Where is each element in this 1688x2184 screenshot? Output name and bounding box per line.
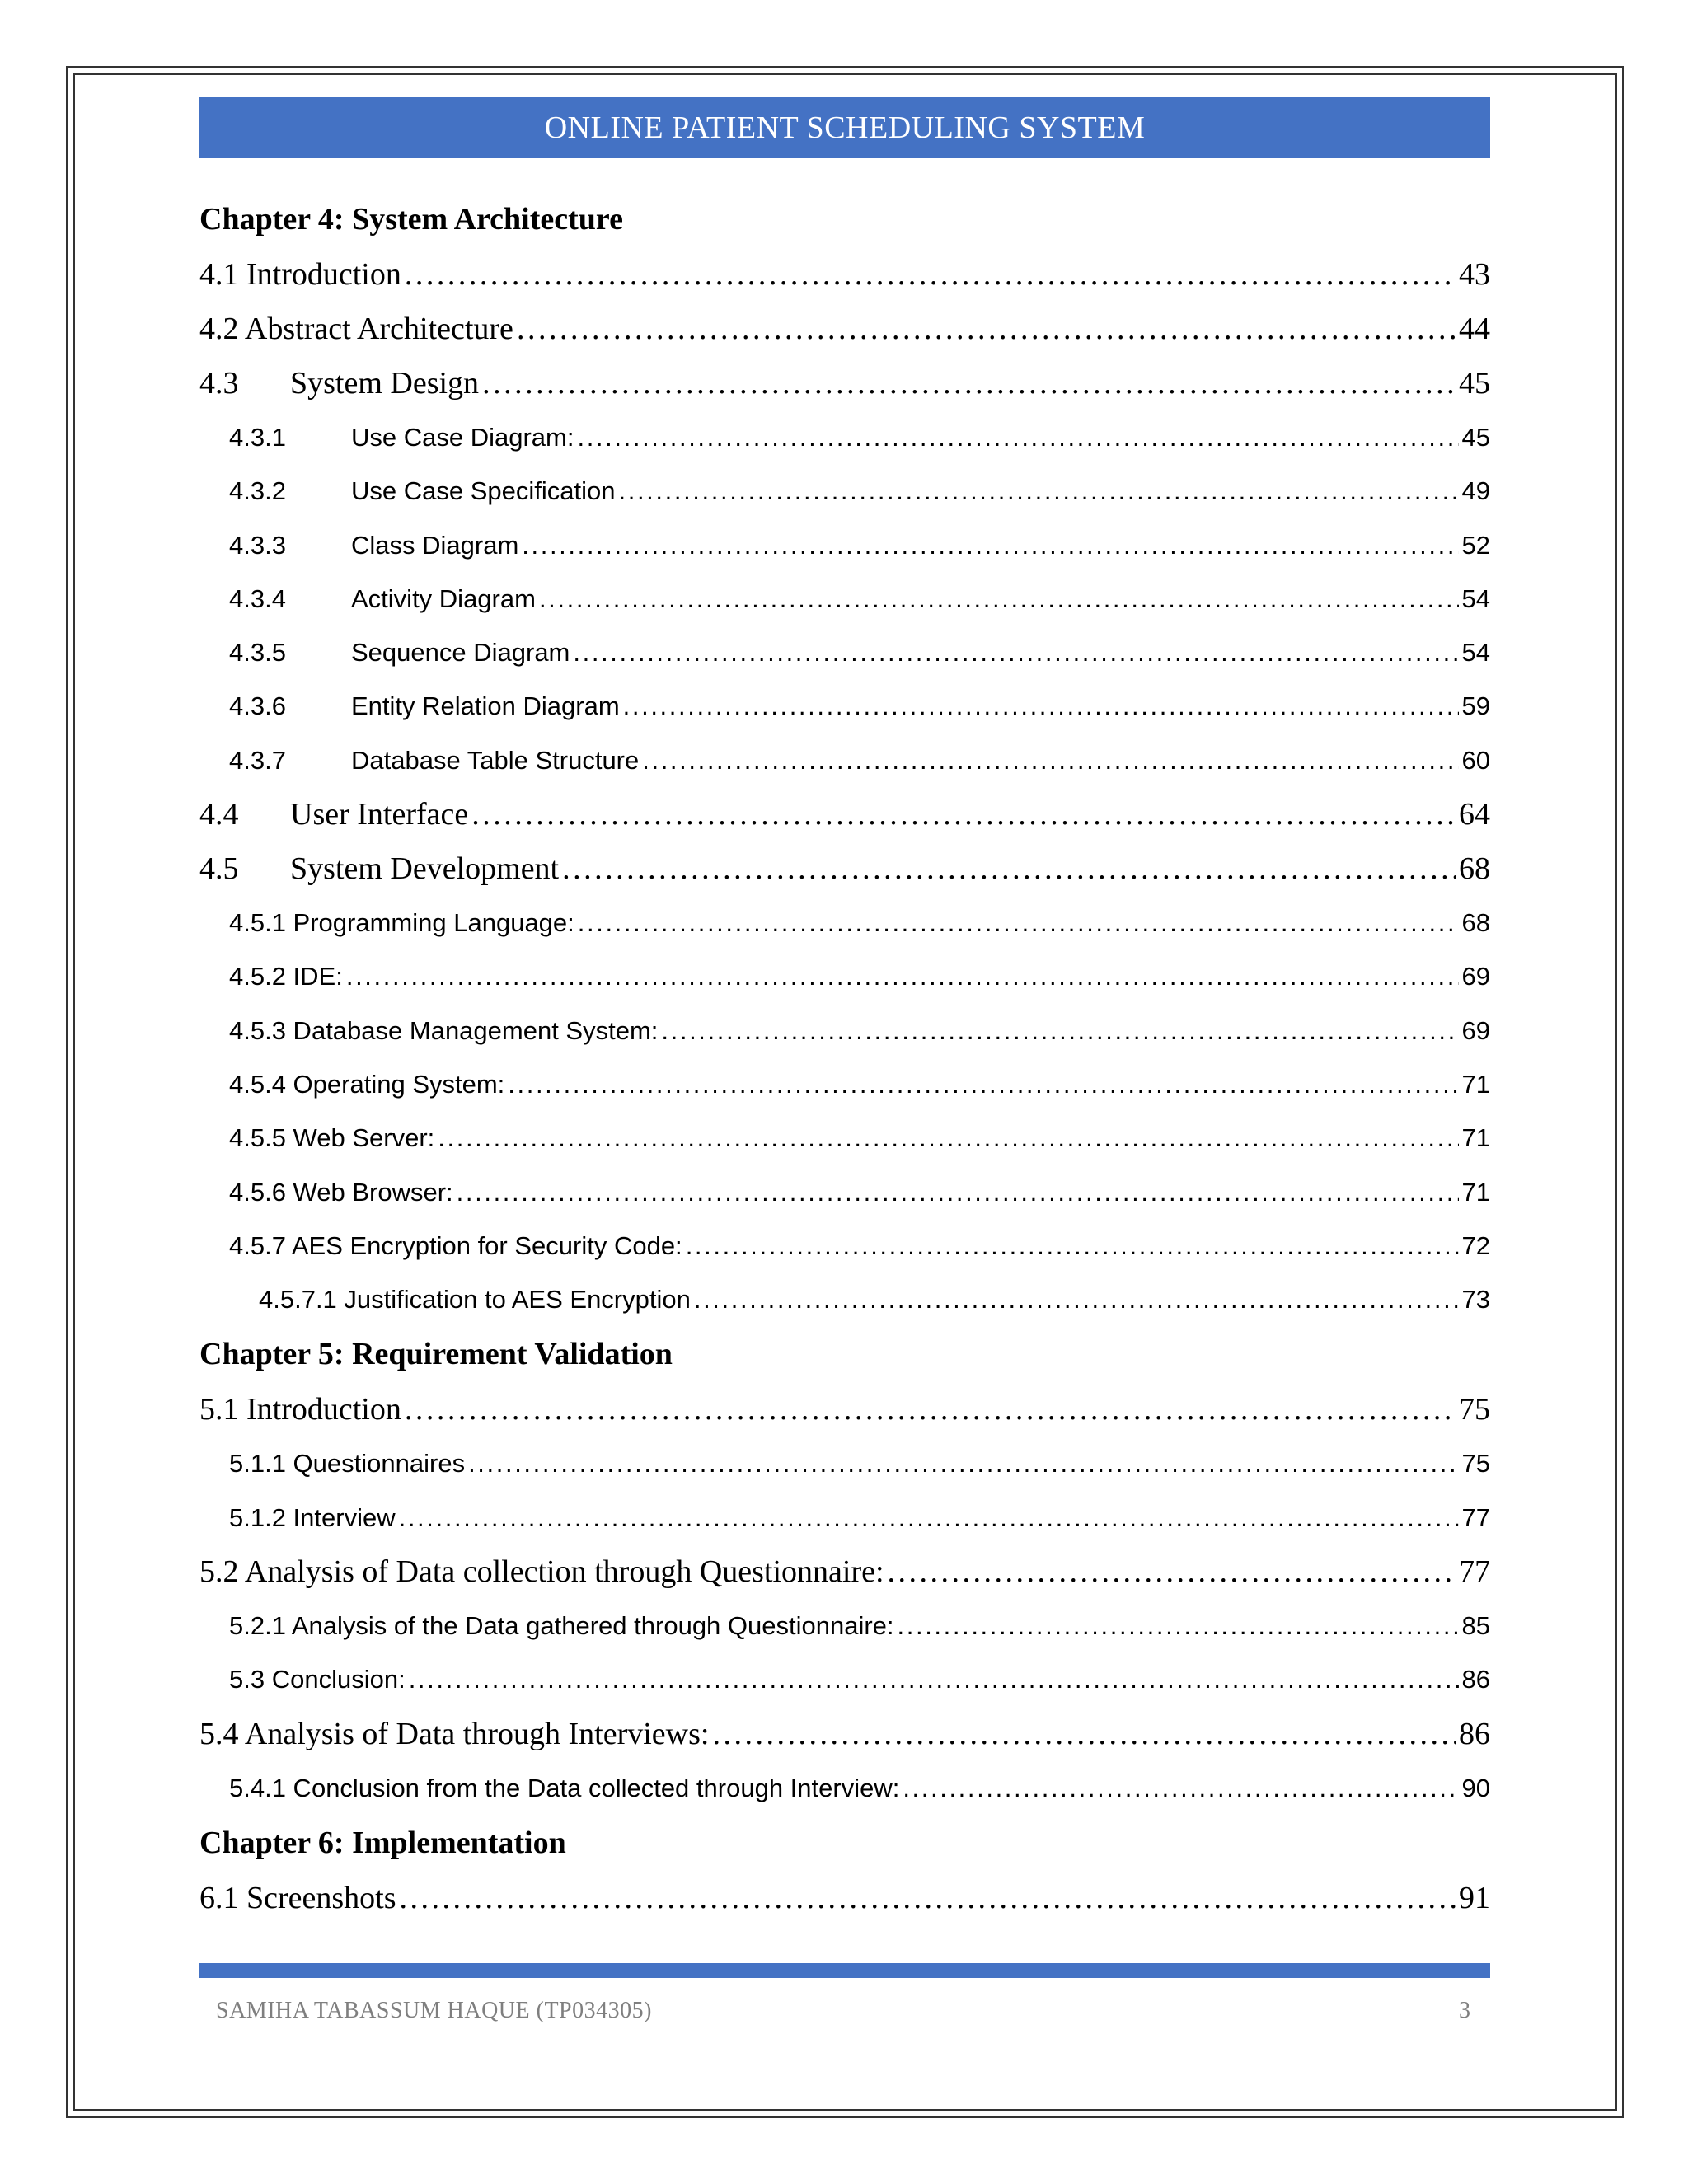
toc-dot-leader bbox=[539, 572, 1459, 626]
toc-dot-leader bbox=[661, 1004, 1458, 1057]
toc-entry[interactable] bbox=[199, 1761, 1490, 1815]
toc-entry[interactable] bbox=[199, 410, 1490, 464]
toc-entry-label bbox=[229, 518, 518, 572]
toc-entry-title: System Development bbox=[290, 851, 560, 887]
toc-entry-label bbox=[259, 1272, 691, 1326]
toc-dot-leader bbox=[457, 1165, 1459, 1219]
toc-entry-title: 4.5.6 Web Browser: bbox=[229, 1177, 453, 1207]
toc-entry[interactable] bbox=[199, 518, 1490, 572]
toc-entry-title: 4.5.2 IDE: bbox=[229, 962, 343, 991]
toc-dot-leader bbox=[642, 733, 1458, 787]
toc-page-number: 75 bbox=[1459, 1392, 1490, 1427]
toc-entry-title: 4.5.7 AES Encryption for Security Code: bbox=[229, 1230, 682, 1260]
toc-entry-title: Database Table Structure bbox=[351, 745, 640, 775]
toc-chapter-title: Chapter 4: System Architecture bbox=[199, 202, 623, 237]
toc-dot-leader bbox=[903, 1761, 1458, 1815]
toc-page-number: 60 bbox=[1461, 745, 1490, 775]
toc-entry[interactable] bbox=[199, 1599, 1490, 1652]
toc-section-number: 4.3.3 bbox=[229, 530, 286, 560]
toc-entry-label bbox=[229, 464, 616, 518]
toc-entry-label bbox=[229, 626, 570, 679]
toc-dot-leader bbox=[578, 896, 1459, 949]
toc-dot-leader bbox=[712, 1707, 1456, 1761]
toc-page-number: 45 bbox=[1461, 423, 1490, 452]
toc-section-number: 4.3.2 bbox=[229, 476, 286, 506]
toc-page-number: 86 bbox=[1459, 1716, 1490, 1751]
toc-entry-title: 4.1 Introduction bbox=[199, 257, 401, 292]
toc-entry-label bbox=[199, 1382, 401, 1436]
toc-page-number: 75 bbox=[1461, 1449, 1490, 1479]
toc-page-number: 43 bbox=[1459, 257, 1490, 292]
toc-entry-title: Entity Relation Diagram bbox=[351, 691, 620, 721]
toc-chapter-heading bbox=[199, 1326, 1490, 1382]
toc-page-number: 68 bbox=[1459, 851, 1490, 887]
toc-entry-title: 5.4 Analysis of Data through Interviews: bbox=[199, 1716, 710, 1751]
toc-entry-title: 6.1 Screenshots bbox=[199, 1880, 396, 1915]
toc-entry-label bbox=[229, 1761, 899, 1815]
toc-page-number: 85 bbox=[1461, 1611, 1490, 1641]
toc-entry-label bbox=[229, 679, 620, 733]
header-title: ONLINE PATIENT SCHEDULING SYSTEM bbox=[199, 97, 1490, 158]
toc-chapter-heading bbox=[199, 1815, 1490, 1871]
toc-section-number: 4.3.4 bbox=[229, 583, 286, 613]
toc-page-number: 52 bbox=[1461, 530, 1490, 560]
toc-entry-label bbox=[229, 1111, 434, 1165]
toc-page-number: 59 bbox=[1461, 691, 1490, 721]
toc-dot-leader bbox=[573, 626, 1458, 679]
toc-dot-leader bbox=[405, 1382, 1456, 1436]
toc-entry-label bbox=[199, 356, 479, 410]
toc-page-number: 71 bbox=[1461, 1177, 1490, 1207]
toc-section-number: 4.3.1 bbox=[229, 423, 286, 452]
toc-entry-label bbox=[199, 841, 559, 896]
toc-entry[interactable] bbox=[199, 1382, 1490, 1436]
toc-page-number: 71 bbox=[1461, 1069, 1490, 1099]
toc-entry-label bbox=[229, 949, 343, 1003]
toc-entry-title: 4.5.4 Operating System: bbox=[229, 1069, 505, 1099]
toc-dot-leader bbox=[686, 1219, 1459, 1272]
toc-chapter-title: Chapter 5: Requirement Validation bbox=[199, 1337, 673, 1372]
toc-section-number: 4.3.7 bbox=[229, 745, 286, 775]
toc-entry-title: Use Case Specification bbox=[351, 476, 616, 506]
toc-dot-leader bbox=[522, 518, 1458, 572]
toc-entry-label bbox=[229, 733, 639, 787]
toc-entry-label bbox=[229, 1436, 465, 1490]
toc-page-number: 69 bbox=[1461, 962, 1490, 991]
toc-entry-label bbox=[229, 1219, 682, 1272]
toc-dot-leader bbox=[577, 410, 1458, 464]
toc-page-number: 71 bbox=[1461, 1123, 1490, 1153]
toc-entry-title: 5.2 Analysis of Data collection through Questionnaire: bbox=[199, 1554, 884, 1590]
toc-entry[interactable] bbox=[199, 1057, 1490, 1111]
toc-entry-label bbox=[229, 410, 574, 464]
toc-entry[interactable] bbox=[199, 1219, 1490, 1272]
toc-entry[interactable] bbox=[199, 841, 1490, 896]
toc-entry[interactable] bbox=[199, 679, 1490, 733]
toc-entry[interactable] bbox=[199, 1165, 1490, 1219]
toc-entry-title: Sequence Diagram bbox=[351, 638, 570, 668]
toc-entry[interactable] bbox=[199, 302, 1490, 356]
toc-dot-leader bbox=[694, 1272, 1459, 1326]
toc-entry[interactable] bbox=[199, 787, 1490, 841]
toc-entry-title: 5.1.1 Questionnaires bbox=[229, 1449, 466, 1479]
toc-entry-label bbox=[229, 1004, 658, 1057]
toc-entry[interactable] bbox=[199, 356, 1490, 410]
toc-entry-title: 5.1.2 Interview bbox=[229, 1502, 396, 1532]
toc-entry-label bbox=[229, 572, 536, 626]
toc-entry-label bbox=[229, 896, 574, 949]
toc-entry-title: 5.4.1 Conclusion from the Data collected through Interview: bbox=[229, 1773, 900, 1802]
toc-entry-label bbox=[229, 1491, 396, 1544]
toc-dot-leader bbox=[898, 1599, 1459, 1652]
toc-entry-title: 4.2 Abstract Architecture bbox=[199, 312, 513, 346]
toc-page-number: 49 bbox=[1461, 476, 1490, 506]
toc-entry-title: 4.5.3 Database Management System: bbox=[229, 1015, 659, 1045]
footer-page-number: 3 bbox=[1459, 1998, 1470, 2023]
toc-dot-leader bbox=[399, 1491, 1459, 1544]
toc-entry-title: 4.5.7.1 Justification to AES Encryption bbox=[259, 1285, 691, 1315]
toc-entry-title: System Design bbox=[290, 366, 480, 401]
toc-entry[interactable] bbox=[199, 1544, 1490, 1599]
toc-entry-title: Use Case Diagram: bbox=[351, 423, 574, 452]
toc-entry-label bbox=[199, 1544, 884, 1599]
toc-entry[interactable] bbox=[199, 1707, 1490, 1761]
toc-entry[interactable] bbox=[199, 1436, 1490, 1490]
toc-entry-label bbox=[199, 1871, 396, 1925]
footer-author: SAMIHA TABASSUM HAQUE (TP034305) bbox=[216, 1998, 652, 2023]
toc-entry[interactable] bbox=[199, 1652, 1490, 1706]
toc-entry[interactable] bbox=[199, 949, 1490, 1003]
toc-entry-title: Class Diagram bbox=[351, 530, 519, 560]
toc-page-number: 91 bbox=[1459, 1880, 1490, 1915]
toc-chapter-heading bbox=[199, 191, 1490, 247]
toc-entry[interactable] bbox=[199, 626, 1490, 679]
toc-page-number: 77 bbox=[1461, 1502, 1490, 1532]
toc-dot-leader bbox=[562, 841, 1456, 896]
toc-entry-label bbox=[229, 1652, 406, 1706]
toc-entry[interactable] bbox=[199, 464, 1490, 518]
toc-dot-leader bbox=[471, 787, 1456, 841]
toc-entry-title: Activity Diagram bbox=[351, 583, 536, 613]
toc-entry-title: 5.1 Introduction bbox=[199, 1392, 401, 1427]
toc-section-number: 4.3.6 bbox=[229, 691, 286, 721]
toc-page-number: 69 bbox=[1461, 1015, 1490, 1045]
toc-dot-leader bbox=[508, 1057, 1458, 1111]
toc-dot-leader bbox=[346, 949, 1459, 1003]
toc-page-number: 90 bbox=[1461, 1773, 1490, 1802]
toc-section-number: 4.3 bbox=[199, 366, 239, 401]
toc-entry[interactable] bbox=[199, 1111, 1490, 1165]
toc-entry[interactable] bbox=[199, 1491, 1490, 1544]
toc-entry-label bbox=[229, 1165, 453, 1219]
footer-divider bbox=[199, 1963, 1490, 1978]
toc-chapter-title: Chapter 6: Implementation bbox=[199, 1825, 566, 1860]
toc-dot-leader bbox=[517, 302, 1456, 356]
toc-dot-leader bbox=[888, 1544, 1456, 1599]
toc-entry-label bbox=[229, 1599, 894, 1652]
toc-dot-leader bbox=[619, 464, 1459, 518]
toc-entry-label bbox=[199, 302, 513, 356]
toc-entry-label bbox=[199, 1707, 709, 1761]
toc-entry[interactable] bbox=[199, 572, 1490, 626]
toc-entry-title: 4.5.5 Web Server: bbox=[229, 1123, 435, 1153]
toc-entry[interactable] bbox=[199, 1004, 1490, 1057]
toc-dot-leader bbox=[468, 1436, 1458, 1490]
toc-page-number: 64 bbox=[1459, 797, 1490, 832]
toc-entry[interactable] bbox=[199, 247, 1490, 302]
toc-entry[interactable] bbox=[199, 733, 1490, 787]
toc-page-number: 68 bbox=[1461, 908, 1490, 938]
toc-page-number: 45 bbox=[1459, 366, 1490, 401]
toc-dot-leader bbox=[482, 356, 1456, 410]
toc-dot-leader bbox=[438, 1111, 1458, 1165]
toc-section-number: 4.5 bbox=[199, 851, 239, 887]
toc-dot-leader bbox=[409, 1652, 1459, 1706]
toc-entry-label bbox=[229, 1057, 504, 1111]
toc-page-number: 86 bbox=[1461, 1665, 1490, 1694]
table-of-contents bbox=[199, 191, 1490, 1925]
toc-section-number: 4.4 bbox=[199, 797, 239, 832]
toc-entry-title: 5.2.1 Analysis of the Data gathered through Questionnaire: bbox=[229, 1611, 894, 1641]
toc-dot-leader bbox=[400, 1871, 1456, 1925]
toc-page-number: 72 bbox=[1461, 1230, 1490, 1260]
toc-page-number: 54 bbox=[1461, 638, 1490, 668]
toc-entry[interactable] bbox=[199, 1272, 1490, 1326]
toc-entry[interactable] bbox=[199, 1871, 1490, 1925]
toc-dot-leader bbox=[405, 247, 1456, 302]
toc-entry-title: 5.3 Conclusion: bbox=[229, 1665, 406, 1694]
toc-page-number: 77 bbox=[1459, 1554, 1490, 1590]
toc-page-number: 73 bbox=[1461, 1285, 1490, 1315]
toc-entry-title: User Interface bbox=[290, 797, 469, 832]
toc-entry-label bbox=[199, 247, 401, 302]
toc-entry-title: 4.5.1 Programming Language: bbox=[229, 908, 574, 938]
toc-section-number: 4.3.5 bbox=[229, 638, 286, 668]
toc-entry-label bbox=[199, 787, 468, 841]
toc-page-number: 54 bbox=[1461, 583, 1490, 613]
toc-entry[interactable] bbox=[199, 896, 1490, 949]
toc-page-number: 44 bbox=[1459, 312, 1490, 346]
toc-dot-leader bbox=[623, 679, 1459, 733]
